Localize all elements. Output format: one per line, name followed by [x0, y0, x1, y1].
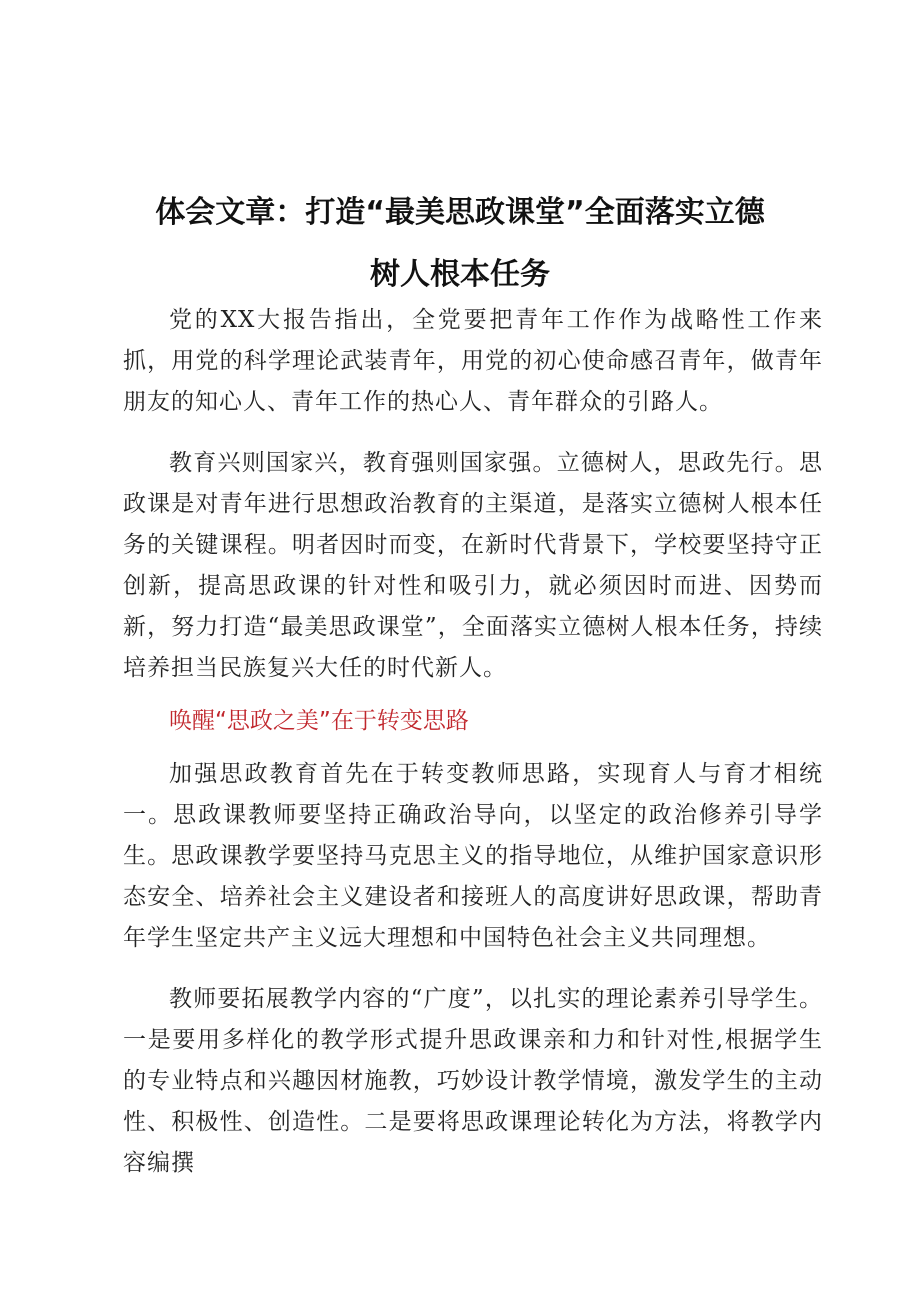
document-title: [100, 182, 820, 306]
paragraph-section1-1: 加强思政教育首先在于转变教师思路，实现育人与育才相统一。思政课教师要坚持正确政治导向，以坚定的政治修养引导学生。思政课教学要坚持马克思主义的指导地位，从维护国家意识形态安全、培养社会主义建设者和接班人的高度讲好思政课，帮助青年学生坚定共产主义远大理想和中国特色社会主义共同理想。: [123, 761, 823, 951]
document-body: [123, 300, 823, 1184]
paragraph-intro-2: 教育兴则国家兴，教育强则国家强。立德树人，思政先行。思政课是对青年进行思想政治教育的主渠道，是落实立德树人根本任务的关键课程。明者因时而变，在新时代背景下，学校要坚持守正创新，提高思政课的针对性和吸引力，就必须因时而进、因势而新，努力打造“最美思政课堂”，全面落实立德树人根本任务，持续培养担当民族复兴大任的时代新人。: [123, 450, 823, 681]
paragraph-section1-2: 教师要拓展教学内容的“广度”，以扎实的理论素养引导学生。一是要用多样化的教学形式提升思政课亲和力和针对性,根据学生的专业特点和兴趣因材施教，巧妙设计教学情境，激发学生的主动性、积极性、创造性。二是要将思政课理论转化为方法，将教学内容编撰: [123, 986, 823, 1176]
title-line-1: 体会文章：打造“最美思政课堂”全面落实立德: [155, 195, 765, 230]
title-line-2: 树人根本任务: [370, 257, 550, 292]
paragraph-intro-1: 党的XX大报告指出，全党要把青年工作作为战略性工作来抓，用党的科学理论武装青年，用党的初心使命感召青年，做青年朋友的知心人、青年工作的热心人、青年群众的引路人。: [123, 307, 823, 415]
section-heading-1: 唤醒“思政之美”在于转变思路: [169, 708, 469, 734]
